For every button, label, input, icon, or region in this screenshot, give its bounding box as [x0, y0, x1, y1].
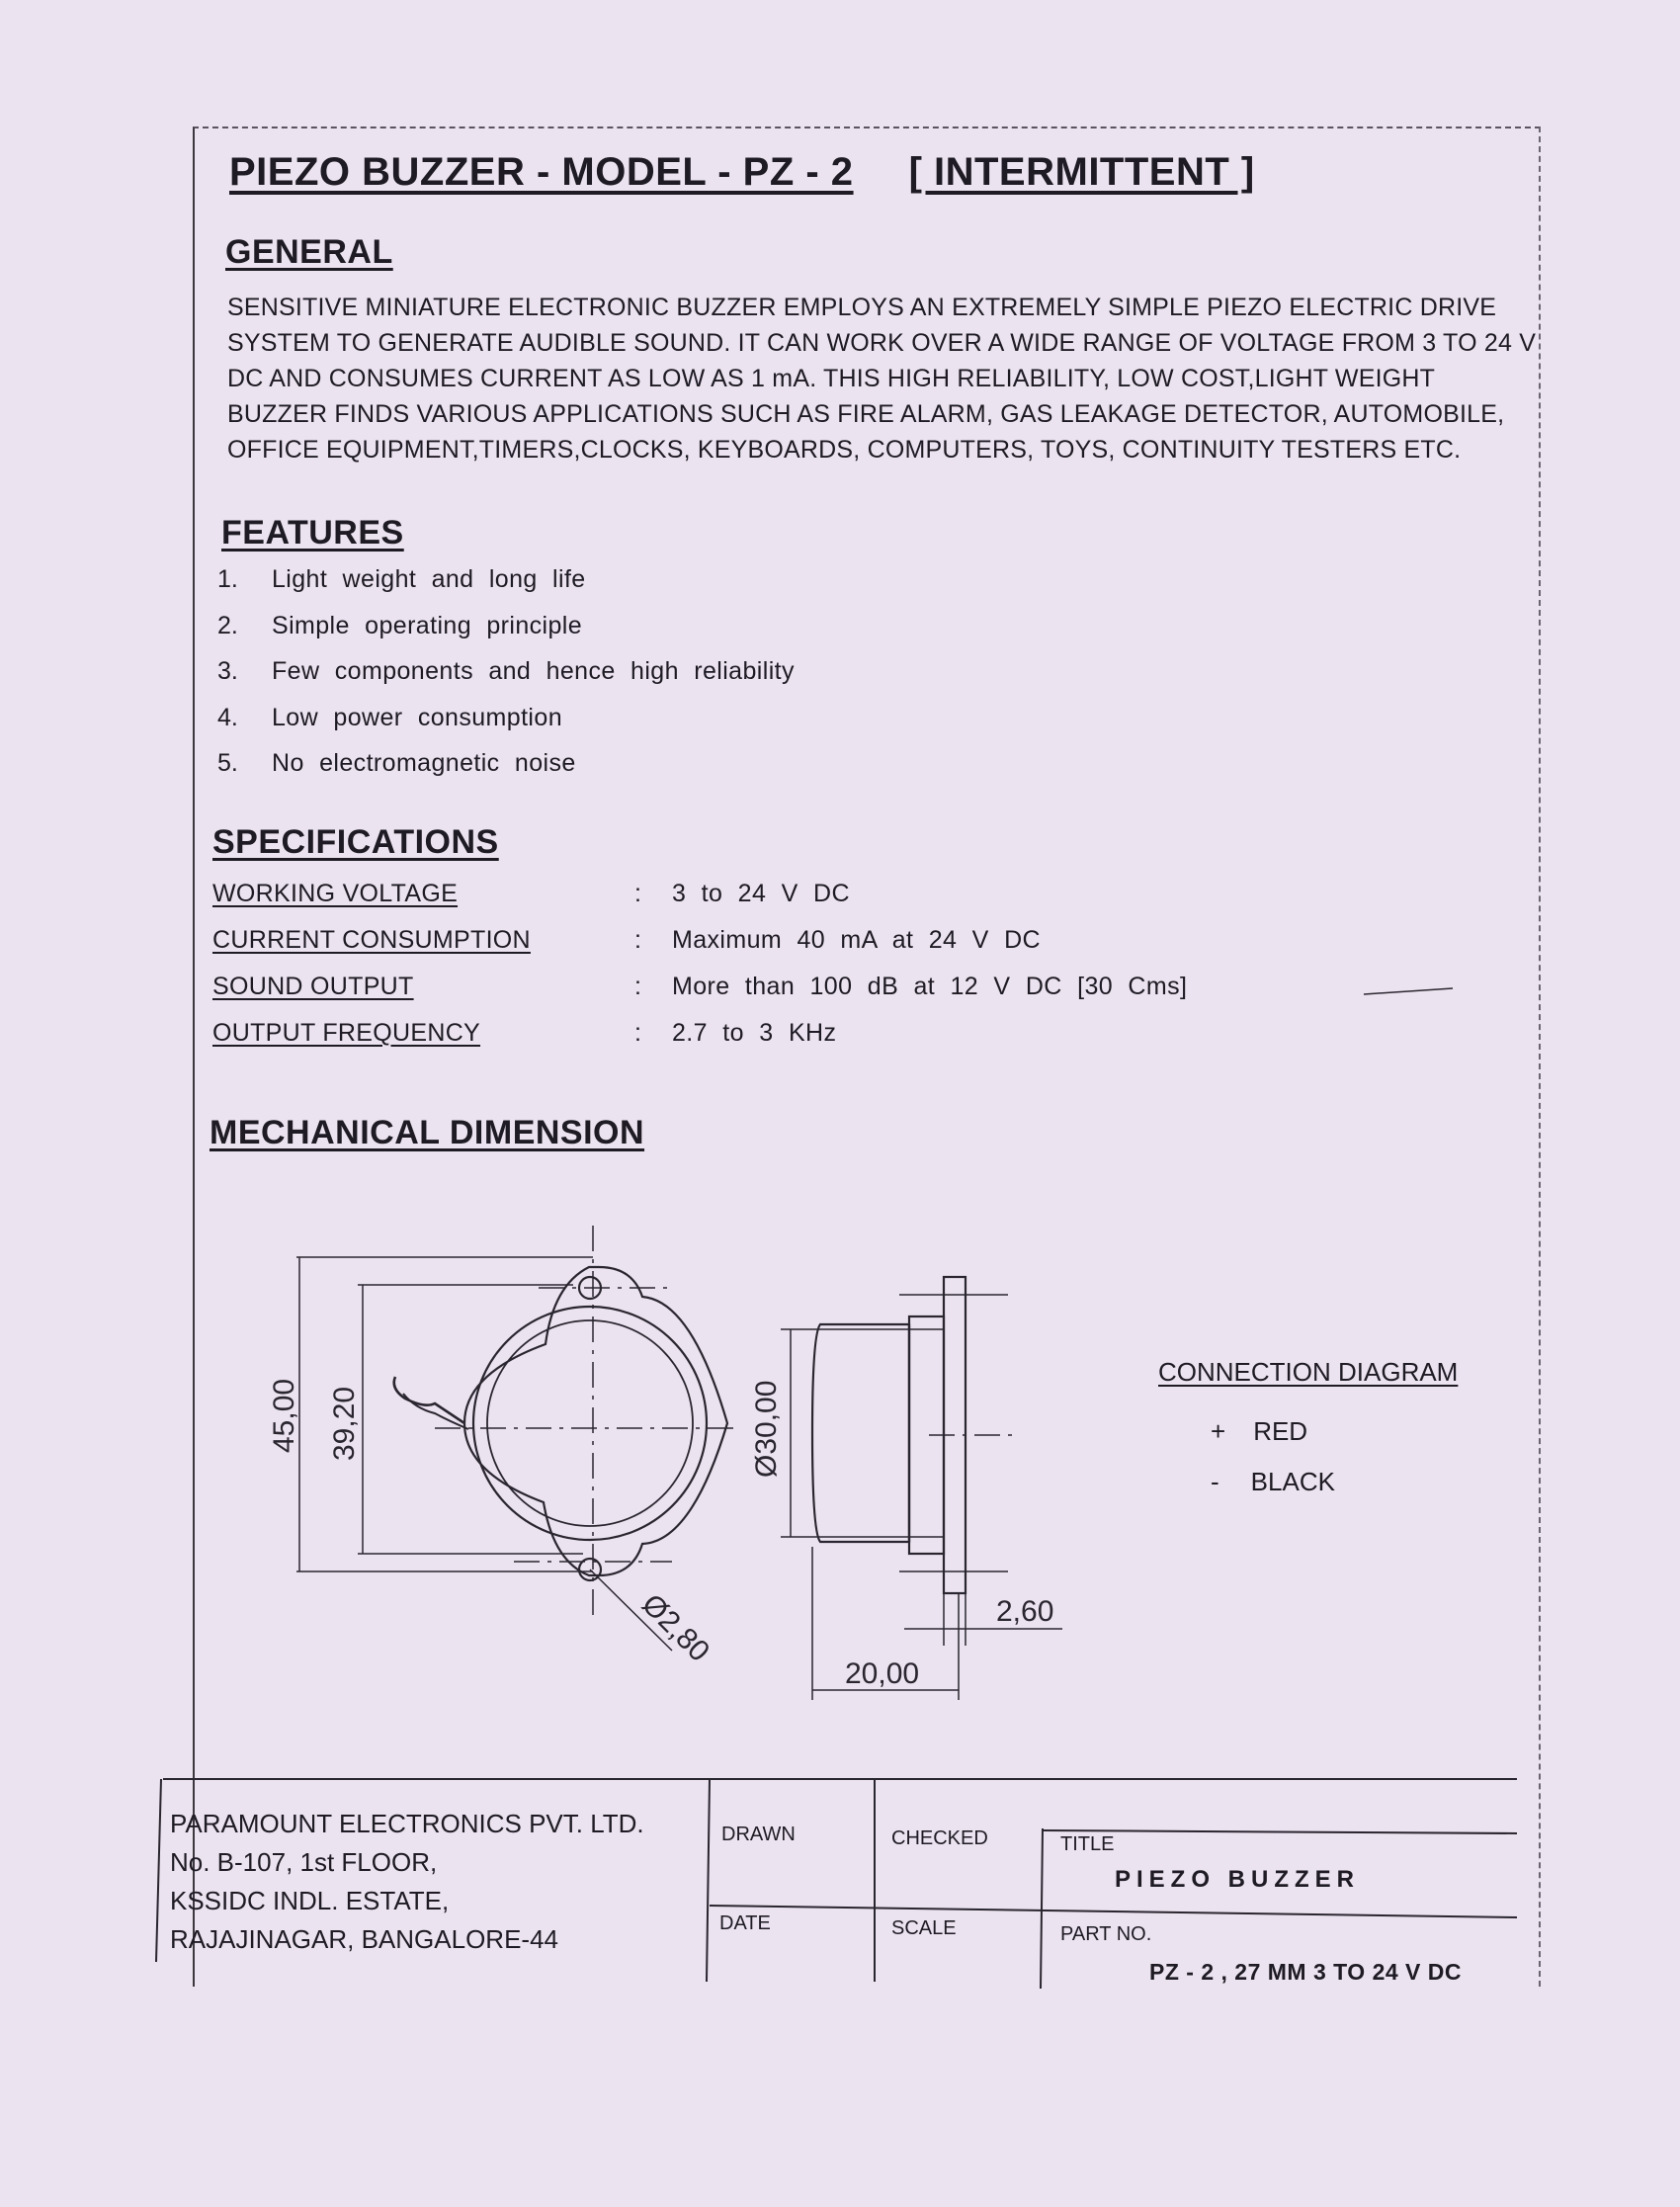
specifications-heading: SPECIFICATIONS	[212, 823, 499, 861]
features-heading: FEATURES	[221, 514, 404, 552]
dim-hole-spacing: 39,20	[328, 1386, 361, 1461]
title-tag: [ INTERMITTENT ]	[908, 150, 1255, 194]
title-value: PIEZO BUZZER	[1115, 1866, 1361, 1893]
part-no-label: PART NO.	[1060, 1923, 1152, 1945]
scale-label: SCALE	[891, 1917, 957, 1939]
spec-row: OUTPUT FREQUENCY : 2.7 to 3 KHz	[212, 1019, 837, 1047]
drawn-label: DRAWN	[721, 1824, 796, 1845]
spec-row: CURRENT CONSUMPTION : Maximum 40 mA at 24 V DC	[212, 926, 1041, 954]
feature-item: 2. Simple operating principle	[217, 611, 583, 639]
dim-body-diameter: Ø30,00	[750, 1380, 783, 1478]
spec-row: SOUND OUTPUT : More than 100 dB at 12 V DC [30 Cms]	[212, 973, 1188, 1000]
dim-flange-thickness: 2,60	[996, 1595, 1054, 1628]
checked-label: CHECKED	[891, 1827, 988, 1849]
feature-item: 4. Low power consumption	[217, 703, 562, 731]
feature-item: 3. Few components and hence high reliability	[217, 657, 795, 685]
general-description: SENSITIVE MINIATURE ELECTRONIC BUZZER EMPLOYS AN EXTREMELY SIMPLE PIEZO ELECTRIC DRIVE SYSTEM TO GENERATE AUDIBLE SOUND. IT CAN WORK OVER A WIDE RANGE OF VOLTAGE FROM 3 TO 24 V DC AND CONSUMES CURRENT AS LOW AS 1 mA. THIS HIGH RELIABILITY, LOW COST,LIGHT WEIGHT BUZZER FINDS VARIOUS APPLICATIONS SUCH AS FIRE ALARM, GAS LEAKAGE DETECTOR, AUTOMOBILE, OFFICE EQUIPMENT,TIMERS,CLOCKS, KEYBOARDS, COMPUTERS, TOYS, CONTINUITY TESTERS ETC.	[227, 294, 1537, 464]
feature-item: 5. No electromagnetic noise	[217, 749, 576, 777]
part-no-value: PZ - 2 , 27 MM 3 TO 24 V DC	[1149, 1959, 1462, 1985]
title-label: TITLE	[1060, 1833, 1115, 1855]
title-model: PIEZO BUZZER - MODEL - PZ - 2	[229, 150, 854, 194]
spec-row: WORKING VOLTAGE : 3 to 24 V DC	[212, 880, 850, 907]
company-address: PARAMOUNT ELECTRONICS PVT. LTD. No. B-107, 1st FLOOR, KSSIDC INDL. ESTATE, RAJAJINAGAR, BANGALORE-44	[170, 1809, 644, 1954]
connection-black: - BLACK	[1211, 1467, 1335, 1496]
feature-item: 1. Light weight and long life	[217, 565, 586, 593]
general-heading: GENERAL	[225, 233, 393, 271]
dim-hole-diameter: Ø2,80	[635, 1587, 716, 1668]
dim-depth: 20,00	[845, 1657, 920, 1690]
date-label: DATE	[719, 1912, 771, 1934]
mechanical-heading: MECHANICAL DIMENSION	[210, 1114, 645, 1151]
connection-diagram-title: CONNECTION DIAGRAM	[1158, 1357, 1459, 1387]
connection-red: + RED	[1211, 1416, 1308, 1446]
dim-overall-height: 45,00	[268, 1378, 300, 1453]
